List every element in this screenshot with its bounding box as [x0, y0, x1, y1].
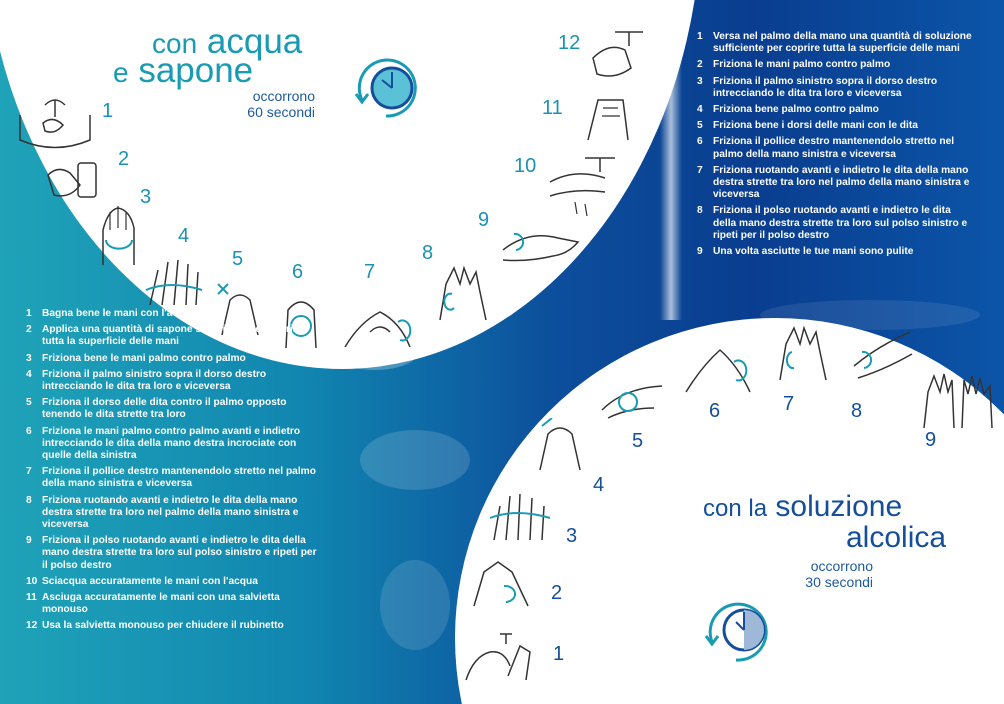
soap-title-line2: e sapone: [113, 51, 254, 90]
soap-step-item: 8 Friziona ruotando avanti e indietro le dita della mano destra strette tra loro nel palmo della mano sinistra e viceversa: [26, 494, 299, 531]
soap-step-item: 9 Friziona il polso ruotando avanti e indietro le dita della mano destra strette tra loro sul polso sinistro e ripeti per il polso destro: [26, 535, 317, 571]
soap-step-item: 4 Friziona il palmo sinistro sopra il dorso destro intrecciando le dita tra loro e viceversa: [26, 368, 267, 393]
soap-step-number: 11: [542, 97, 563, 119]
hand-washing-illustration-icon: [430, 262, 500, 322]
water-splash: [360, 430, 470, 490]
soap-step-number: 9: [478, 209, 490, 231]
soap-step-item: 12 Usa la salvietta monouso per chiudere il rubinetto: [26, 620, 284, 632]
hand-washing-illustration-icon: [88, 200, 148, 270]
alcohol-step-item: 5 Friziona bene i dorsi delle mani con le dita: [697, 120, 918, 132]
soap-step-number: 2: [118, 148, 130, 170]
hand-washing-illustration-icon: [486, 488, 556, 543]
alcohol-duration: occorrono 30 secondi: [805, 558, 873, 590]
hand-washing-illustration-icon: [140, 250, 210, 310]
alcohol-step-number: 1: [553, 643, 565, 665]
hand-washing-illustration-icon: [918, 368, 998, 430]
hand-washing-illustration-icon: [468, 556, 538, 611]
hand-washing-illustration-icon: [680, 336, 755, 396]
alcohol-step-item: 9 Una volta asciutte le tue mani sono pulite: [697, 246, 914, 258]
soap-step-number: 12: [558, 32, 581, 54]
alcohol-title-line1: con la soluzione: [703, 490, 903, 523]
alcohol-step-number: 8: [851, 400, 863, 422]
alcohol-step-number: 5: [632, 430, 644, 452]
soap-step-item: 1 Bagna bene le mani con l'acqua: [26, 308, 197, 319]
soap-step-number: 4: [178, 225, 190, 247]
soap-step-item: 6 Friziona le mani palmo contro palmo avanti e indietro intrecciando le dita della mano destra incrociate con quelle della sinistra: [26, 425, 301, 462]
hand-washing-illustration-icon: [848, 326, 918, 386]
soap-duration: occorrono 60 secondi: [247, 88, 315, 120]
hand-washing-illustration-icon: [545, 152, 620, 217]
alcohol-step-item: 1 Versa nel palmo della mano una quantità di soluzione sufficiente per coprire tutta la superficie delle mani: [697, 31, 972, 55]
stopwatch-icon: [352, 56, 422, 120]
alcohol-step-number: 4: [593, 474, 605, 496]
soap-step-item: 2 Applica una quantità di sapone sufficiente per coprire tutta la superficie delle mani: [26, 324, 303, 348]
alcohol-step-number: 6: [709, 400, 721, 422]
alcohol-step-number: 2: [551, 582, 563, 604]
soap-step-number: 6: [292, 261, 304, 283]
soap-steps-list: [26, 308, 322, 637]
alcohol-steps-list: [697, 31, 972, 262]
hand-washing-illustration-icon: [598, 374, 668, 424]
alcohol-step-item: 4 Friziona bene palmo contro palmo: [697, 104, 879, 116]
soap-step-item: 10 Sciacqua accuratamente le mani con l'acqua: [26, 575, 258, 587]
hand-washing-illustration-icon: [340, 292, 415, 352]
soap-step-item: 7 Friziona il pollice destro mantenendolo stretto nel palmo della mano sinistra e viceversa: [26, 466, 316, 490]
soap-title-line1: con acqua: [152, 22, 303, 61]
alcohol-step-number: 9: [925, 429, 937, 451]
soap-step-number: 5: [232, 248, 244, 270]
alcohol-step-item: 2 Friziona le mani palmo contro palmo: [697, 59, 891, 71]
soap-step-item: 3 Friziona bene le mani palmo contro palmo: [26, 352, 246, 364]
alcohol-step-item: 3 Friziona il palmo sinistro sopra il dorso destro intrecciando le dita tra loro e viceversa: [697, 75, 938, 99]
soap-step-number: 10: [514, 155, 537, 177]
soap-step-number: 7: [364, 261, 376, 283]
water-splash: [380, 560, 450, 650]
stopwatch-icon: [702, 598, 774, 664]
hand-washing-illustration-icon: [585, 28, 645, 83]
hand-washing-illustration-icon: [770, 322, 840, 382]
alcohol-step-item: 8 Friziona il polso ruotando avanti e indietro le dita della mano destra strette tra loro sul polso sinistro e ripeti per il polso destro: [697, 205, 968, 241]
hand-washing-illustration-icon: [498, 220, 583, 270]
hand-washing-illustration-icon: [15, 95, 95, 155]
soap-step-number: 1: [102, 100, 114, 122]
soap-step-number: 8: [422, 242, 434, 264]
soap-step-number: 3: [140, 186, 152, 208]
alcohol-step-number: 7: [783, 393, 795, 415]
hand-washing-illustration-icon: [460, 626, 535, 682]
alcohol-title-line2: alcolica: [846, 521, 947, 554]
alcohol-step-item: 6 Friziona il pollice destro mantenendolo stretto nel palmo della mano sinistra e viceversa: [697, 136, 955, 160]
alcohol-step-number: 3: [566, 525, 578, 547]
hand-washing-illustration-icon: [578, 90, 638, 145]
soap-step-item: 5 Friziona il dorso delle dita contro il palmo opposto tenendo le dita strette tra loro: [26, 397, 287, 421]
alcohol-step-item: 7 Friziona ruotando avanti e indietro le dita della mano destra strette tra loro nel palmo della mano sinistra e viceversa: [697, 164, 970, 201]
soap-step-item: 11 Asciuga accuratamente le mani con una salvietta monouso: [26, 592, 280, 616]
hand-washing-illustration-icon: [530, 418, 590, 473]
